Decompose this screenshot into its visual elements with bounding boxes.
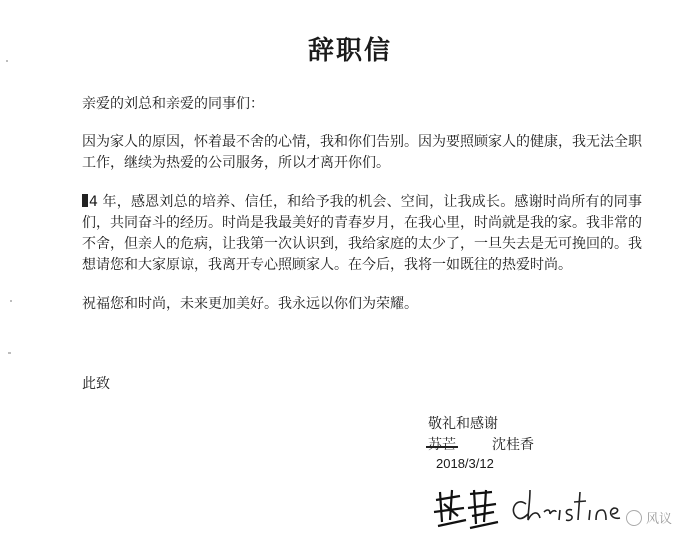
watermark-logo-icon bbox=[626, 510, 642, 526]
years-lead: 4 年， bbox=[89, 194, 131, 210]
signature-scribble bbox=[468, 490, 498, 528]
letter-paragraph-3: 祝福您和时尚，未来更加美好。我永远以你们为荣耀。 bbox=[82, 296, 418, 312]
scan-speck bbox=[10, 300, 12, 302]
redaction-mark bbox=[82, 194, 88, 207]
letter-paragraph-2-body: 感恩刘总的培养、信任，和给予我的机会、空间，让我成长。感谢时尚所有的同事们，共同奋斗的经历。时尚是我最美好的青春岁月，在我心里，时尚就是我的家。我非常的不舍，但亲人的危病，让我第一次认识到，我给家庭的太少了，一旦失去是无可挽回的。我想请您和大家原谅，我离开专心照顾家人。在今后，我将一如既往的热爱时尚。 bbox=[82, 194, 643, 273]
signature-text: christine bbox=[530, 534, 535, 535]
letter-closing: 此致 bbox=[82, 376, 110, 392]
signature-name: 沈桂香 bbox=[492, 437, 534, 453]
letter-date: 2018/3/12 bbox=[436, 456, 494, 471]
scan-speck bbox=[8, 352, 11, 354]
struck-name: 苏芒 bbox=[428, 437, 456, 453]
signature-scribble bbox=[434, 490, 466, 526]
letter-greeting: 亲爱的刘总和亲爱的同事们： bbox=[82, 96, 264, 112]
handwritten-signature bbox=[430, 482, 630, 538]
letter-regards: 敬礼和感谢 bbox=[428, 416, 498, 432]
letter-paragraph-2 bbox=[82, 192, 642, 276]
signature-line bbox=[428, 434, 608, 454]
watermark bbox=[626, 508, 672, 527]
letter-paragraph-1: 因为家人的原因，怀着最不舍的心情，我和你们告别。因为要照顾家人的健康，我无法全职工作，继续为热爱的公司服务，所以才离开你们。 bbox=[82, 134, 642, 171]
signature-cursive bbox=[513, 490, 620, 520]
letter-title: 辞职信 bbox=[307, 36, 392, 66]
watermark-text: 风议 bbox=[646, 512, 673, 527]
